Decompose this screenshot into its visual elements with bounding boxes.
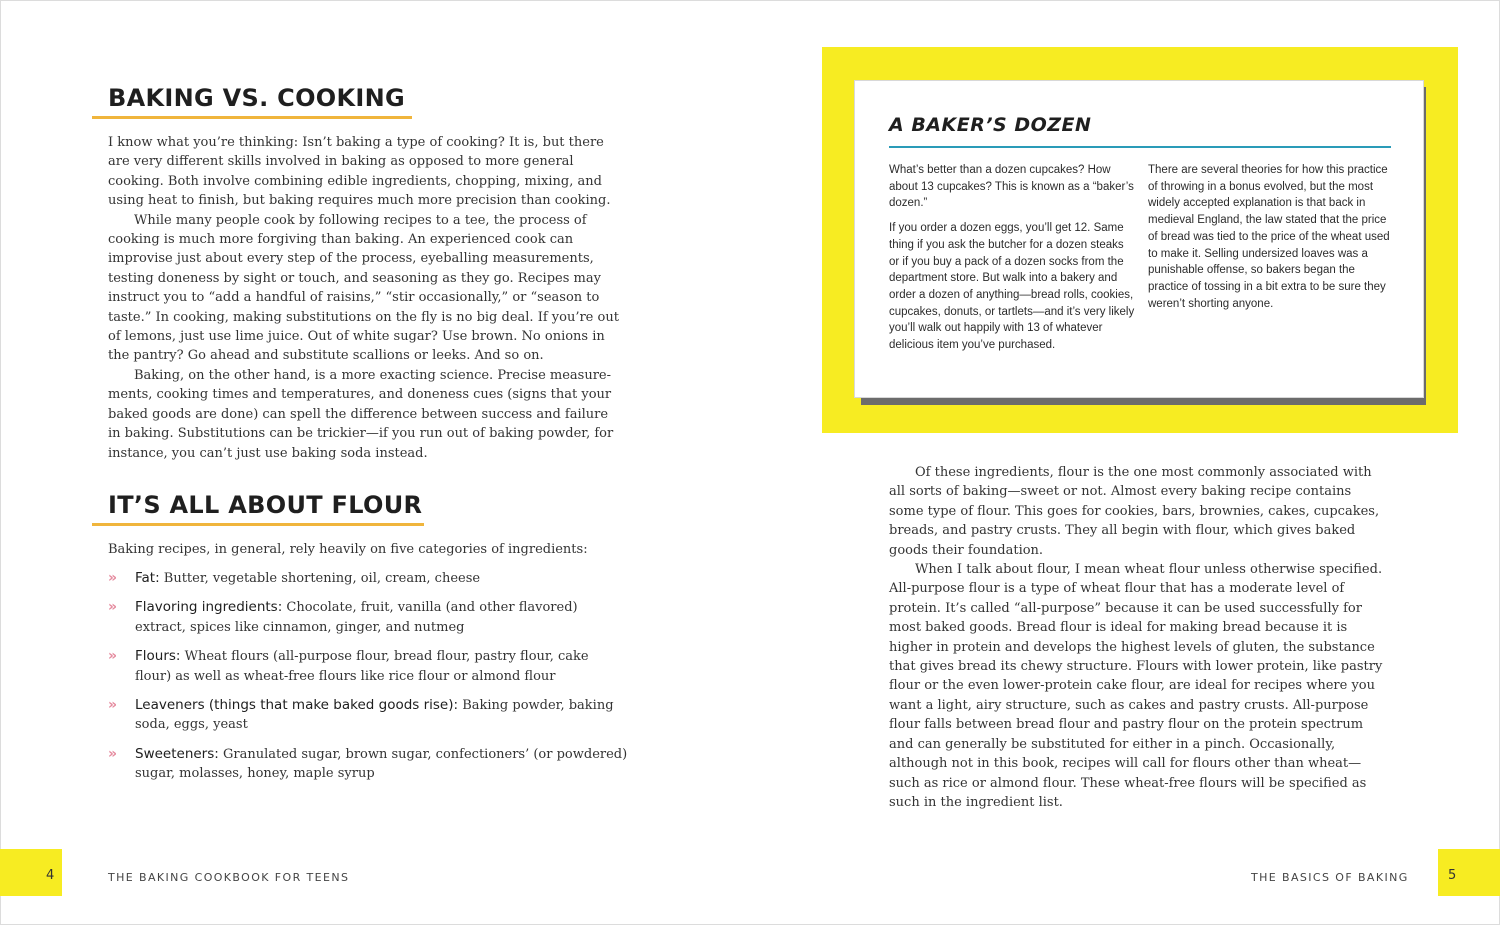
sidebar-paragraph: There are several theories for how this practice of throwing in a bonus evolved, but the most widely accepted explanation is that back in medieval England, the law stated that the price of bread was tied to the price of the wheat used to make it. Selling undersized loaves was a punishable offense, so bakers began the practice of tossing in a bit extra to be sure they weren’t shorting anyone. (1148, 164, 1390, 310)
chevron-double-right-icon: » (108, 745, 118, 762)
list-item-text: Wheat flours (all-purpose flour, bread flour, pastry flour, cake flour) as well as wheat-free flours like rice flour or almond flour (135, 649, 589, 684)
list-item-text: Granulated sugar, brown sugar, confectioners’ (or powdered) sugar, molasses, honey, maple syrup (135, 746, 628, 782)
list-item-text: Butter, vegetable shortening, oil, cream, cheese (163, 571, 481, 586)
list-item-term: Fat: (135, 570, 160, 586)
list-item (108, 569, 628, 588)
list-item (108, 745, 628, 784)
ingredients-intro: Baking recipes, in general, rely heavily on five categories of ingredients: (108, 542, 588, 557)
sidebar-column-1 (889, 162, 1135, 362)
paragraph: While many people cook by following recipes to a tee, the process of cooking is much more forgiving than baking. An experienced cook can improvise just about every step of the process, eyeballing measurements, testing doneness by sight or touch, and seasoning as they go. Recipes may instruct you to “add a handful of raisins,” “stir occasionally,” or “season to taste.” In cooking, making substitutions on the fly is no big deal. If you’re out of lemons, just use lime juice. Out of white sugar? Use brown. No onions in the pantry? Go ahead and substitute scallions or leeks. And so on. (108, 212, 619, 364)
paragraph: When I talk about flour, I mean wheat flour unless otherwise specified. All-purpose flour is a type of wheat flour that has a moderate level of protein. It’s called “all-purpose” because it can be used successfully for most baked goods. Bread flour is ideal for making bread because it is higher in protein and develops the highest levels of gluten, the substance that gives bread its chewy structure. Flours with lower protein, like pastry flour or the even lower-protein cake flour, are ideal for recipes where you want a light, airy structure, such as cakes and pastry crusts. All-purpose flour falls between bread flour and pastry flour on the protein spectrum and can generally be substituted for either in a pinch. Occasionally, although not in this book, recipes will call for flours other than wheat—such as rice or almond flour. These wheat-free flours will be specified as such in the ingredient list. (889, 562, 1383, 810)
list-item-term: Flours: (135, 648, 181, 665)
heading-baking-vs-cooking: BAKING VS. COOKING (108, 84, 405, 112)
sidebar-paragraph: If you order a dozen eggs, you’ll get 12. Same thing if you ask the butcher for a dozen steaks or if you buy a pack of a dozen socks from the department store. But walk into a bakery and order a dozen of anything—bread rolls, cookies, cupcakes, donuts, or tartlets—and it’s very likely you’ll walk out happily with 13 of whatever delicious item you’ve purchased. (889, 222, 1135, 352)
baking-vs-cooking-text (108, 133, 622, 463)
list-item (108, 647, 628, 686)
running-title-right: THE BASICS OF BAKING (1251, 871, 1409, 884)
chevron-double-right-icon: » (108, 648, 118, 665)
paragraph: Of these ingredients, flour is the one most commonly associated with all sorts of baking—sweet or not. Almost every baking recipe contains some type of flour. This goes for cookies, bars, brownies, cakes, cupcakes, breads, and pastry crusts. They all begin with flour, which gives baked goods their foundation. (889, 465, 1380, 558)
sidebar-paragraph: What’s better than a dozen cupcakes? How about 13 cupcakes? This is known as a “baker’s dozen.” (889, 164, 1134, 210)
list-item (108, 598, 628, 637)
flour-text (889, 463, 1389, 812)
sidebar-title-rule (889, 146, 1391, 148)
chevron-double-right-icon: » (108, 570, 118, 586)
heading-underline (92, 523, 424, 526)
heading-underline (92, 116, 412, 119)
list-item (108, 696, 628, 735)
list-item-term: Sweeteners: (135, 745, 219, 762)
chevron-double-right-icon: » (108, 697, 118, 714)
paragraph: Baking, on the other hand, is a more exacting science. Precise measurements, cooking times and temperatures, and doneness cues (signs that your baked goods are done) can spell the difference between success and failure in baking. Substitutions can be trickier—if you run out of baking powder, for instance, you can’t just use baking soda instead. (108, 367, 614, 461)
list-item-term: Flavoring ingredients: (135, 599, 283, 616)
list-item-text: Chocolate, fruit, vanilla (and other flavored) extract, spices like cinnamon, ginger, and nutmeg (135, 600, 578, 635)
running-title-left: THE BAKING COOKBOOK FOR TEENS (108, 871, 350, 884)
chevron-double-right-icon: » (108, 599, 118, 616)
page-number-left: 4 (46, 868, 55, 883)
list-item-term: Leaveners (things that make baked goods rise): (135, 697, 459, 714)
page-number-right: 5 (1448, 868, 1457, 883)
ingredient-categories-list (108, 569, 628, 794)
heading-all-about-flour: IT’S ALL ABOUT FLOUR (108, 491, 423, 519)
sidebar-column-2 (1148, 162, 1394, 320)
paragraph: I know what you’re thinking: Isn’t baking a type of cooking? It is, but there are very different skills involved in baking as opposed to more general cooking. Both involve combining edible ingredients, chopping, mixing, and using heat to finish, but baking requires much more precision than cooking. (108, 135, 611, 209)
sidebar-title: A BAKER’S DOZEN (889, 114, 1092, 136)
list-item-text: Baking powder, baking soda, eggs, yeast (135, 698, 614, 733)
